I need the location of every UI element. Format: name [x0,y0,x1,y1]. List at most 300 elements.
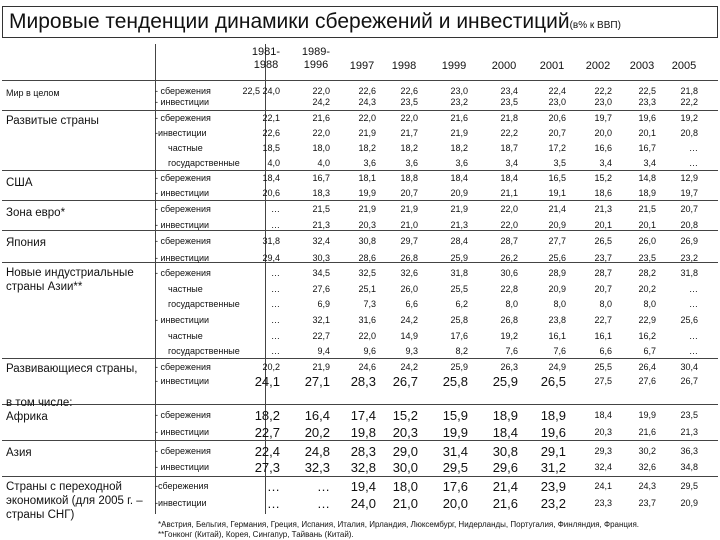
table-cell: 23,0 [548,97,566,107]
row-label: - инвестиции [155,427,210,437]
table-cell: 24,3 [358,97,376,107]
table-cell: 29,7 [400,236,418,246]
table-cell: 29,4 [262,253,280,263]
table-cell: 31,4 [442,444,468,459]
table-cell: 22,0 [500,204,518,214]
table-cell: 21,7 [400,128,418,138]
category-label: Страны с переходной экономикой (для 2005 г. – страны СНГ) [6,481,143,521]
table-cell: 21,9 [400,204,418,214]
table-cell: 20,6 [262,188,280,198]
table-cell: 18,0 [312,143,330,153]
table-cell: 28,3 [350,374,376,389]
row-label: государственные [168,299,240,309]
table-cell: … [689,143,698,153]
table-cell: 20,1 [638,128,656,138]
table-cell: … [317,496,330,511]
table-cell: 27,6 [638,376,656,386]
table-cell: 21,4 [492,479,518,494]
table-cell: 3,6 [405,158,418,168]
table-cell: 3,4 [599,158,612,168]
table-cell: 21,0 [400,220,418,230]
table-cell: 18,3 [312,188,330,198]
table-cell: 25,6 [680,315,698,325]
table-cell: 20,0 [594,128,612,138]
table-cell: 6,6 [599,346,612,356]
table-cell: … [267,496,280,511]
table-cell: 26,8 [400,253,418,263]
table-cell: 21,8 [500,113,518,123]
table-cell: 9,6 [363,346,376,356]
table-cell: 26,5 [594,236,612,246]
row-divider [2,476,718,477]
table-cell: 18,9 [638,188,656,198]
category-label: в том числе: [6,397,73,409]
table-cell: 22,0 [400,113,418,123]
table-cell: 20,2 [262,362,280,372]
table-cell: 18,2 [400,143,418,153]
table-cell: 20,2 [304,425,330,440]
row-label: - сбережения [155,86,211,96]
table-cell: 8,0 [643,299,656,309]
table-cell: 23,0 [450,86,468,96]
table-cell: 17,6 [442,479,468,494]
table-cell: 21,5 [638,204,656,214]
table-cell: 20,0 [442,496,468,511]
table-cell: 19,2 [500,331,518,341]
table-cell: 20,7 [400,188,418,198]
table-cell: 16,1 [548,331,566,341]
row-divider [2,170,718,171]
table-cell: 31,8 [450,268,468,278]
table-cell: 19,8 [350,425,376,440]
table-cell: 21,3 [594,204,612,214]
table-cell: 28,3 [350,444,376,459]
table-cell: 22,0 [312,86,330,96]
footnote-asia-nic: **Гонконг (Китай), Корея, Сингапур, Тайвань (Китай). [158,530,354,539]
table-cell: 29,3 [594,446,612,456]
table-cell: 24,2 [400,362,418,372]
table-cell: 22,2 [680,97,698,107]
category-label: Развивающиеся страны, [6,363,138,375]
table-cell: 19,2 [680,113,698,123]
table-cell: 34,8 [680,462,698,472]
table-cell: 12,9 [680,173,698,183]
table-cell: … [271,284,280,294]
column-header: 2003 [629,60,655,72]
table-cell: … [267,479,280,494]
table-cell: 20,2 [638,284,656,294]
table-cell: 20,9 [450,188,468,198]
table-cell: 30,6 [500,268,518,278]
table-cell: 18,2 [450,143,468,153]
table-cell: 23,2 [680,253,698,263]
table-cell: 6,6 [405,299,418,309]
category-label: Новые индустриальные страны Азии** [6,267,134,293]
table-cell: 23,5 [680,410,698,420]
table-cell: 22,6 [358,86,376,96]
row-label: -инвестиции [155,498,207,508]
table-cell: 20,9 [548,220,566,230]
row-divider [2,358,718,359]
table-cell: 24,0 [350,496,376,511]
table-cell: 27,1 [304,374,330,389]
table-cell: 29,5 [680,481,698,491]
table-cell: 3,4 [643,158,656,168]
category-label: Япония [6,237,46,249]
table-cell: 22,0 [358,113,376,123]
table-cell: 24,1 [254,374,280,389]
table-cell: 20,8 [680,128,698,138]
table-cell: 21,3 [312,220,330,230]
table-cell: 16,6 [594,143,612,153]
table-cell: 28,9 [548,268,566,278]
table-cell: 21,1 [500,188,518,198]
table-cell: 27,3 [254,460,280,475]
table-cell: 6,2 [455,299,468,309]
table-cell: 18,7 [500,143,518,153]
table-cell: 30,8 [492,444,518,459]
table-cell: 7,6 [505,346,518,356]
table-cell: 26,5 [540,374,566,389]
table-cell: 14,9 [400,331,418,341]
table-cell: 19,6 [540,425,566,440]
table-cell: 21,6 [492,496,518,511]
table-cell: 21,3 [680,427,698,437]
table-cell: 24,9 [548,362,566,372]
table-cell: 8,2 [455,346,468,356]
table-cell: 24,3 [638,481,656,491]
table-cell: 31,8 [680,268,698,278]
table-cell: 18,4 [262,173,280,183]
row-divider [2,200,718,201]
table-cell: 30,8 [358,236,376,246]
table-cell: 18,2 [358,143,376,153]
table-cell: 3,4 [505,158,518,168]
category-label: Азия [6,447,32,459]
table-cell: 32,4 [312,236,330,246]
table-cell: 34,5 [312,268,330,278]
table-cell: 28,4 [450,236,468,246]
row-label: - сбережения [155,410,211,420]
table-cell: 28,2 [638,268,656,278]
column-header: 2002 [585,60,611,72]
table-cell: 22,5 [638,86,656,96]
table-cell: 25,8 [450,315,468,325]
column-header: 1998 [391,60,417,72]
table-cell: 23,5 [638,253,656,263]
table-cell: 23,8 [548,315,566,325]
table-cell: 8,0 [553,299,566,309]
table-cell: 30,0 [392,460,418,475]
table-cell: … [689,299,698,309]
table-cell: 19,6 [638,113,656,123]
table-cell: 20,9 [548,284,566,294]
table-cell: 18,2 [254,408,280,423]
table-cell: 22,2 [500,128,518,138]
column-header: 1999 [441,60,467,72]
row-label: -сбережения [155,481,209,491]
table-cell: 20,8 [680,220,698,230]
table-cell: 23,5 [400,97,418,107]
table-cell: 27,7 [548,236,566,246]
table-cell: 14,8 [638,173,656,183]
table-cell: 3,5 [553,158,566,168]
table-cell: 25,1 [358,284,376,294]
table-cell: 23,3 [594,498,612,508]
table-cell: 15,9 [442,408,468,423]
table-cell: 21,4 [548,204,566,214]
table-cell: 16,7 [312,173,330,183]
row-label: - сбережения [155,268,211,278]
table-cell: 26,7 [392,374,418,389]
table-cell: 16,7 [638,143,656,153]
table-cell: 21,5 [312,204,330,214]
table-cell: 32,5 [358,268,376,278]
table-cell: 19,9 [442,425,468,440]
table-cell: 18,9 [492,408,518,423]
table-cell: 8,0 [505,299,518,309]
table-cell: … [317,479,330,494]
table-cell: 22,0 [358,331,376,341]
footnote-eurozone: *Австрия, Бельгия, Германия, Греция, Испания, Италия, Ирландия, Люксембург, Нидерланды, Португалия, Финляндия, Франция. [158,520,640,529]
table-cell: … [689,331,698,341]
table-cell: 25,6 [548,253,566,263]
column-header: 1989-1996 [301,46,331,71]
row-divider [2,440,718,441]
table-cell: 32,8 [350,460,376,475]
table-cell: 24,2 [400,315,418,325]
column-header: 2001 [539,60,565,72]
table-cell: 18,9 [540,408,566,423]
table-cell: 18,8 [400,173,418,183]
table-cell: … [271,268,280,278]
row-label: - инвестиции [155,188,210,198]
table-cell: 9,4 [317,346,330,356]
table-cell: 18,1 [358,173,376,183]
table-cell: 30,2 [638,446,656,456]
table-cell: 23,3 [638,97,656,107]
column-header: 2000 [491,60,517,72]
table-cell: 21,9 [450,204,468,214]
row-label: государственные [168,346,240,356]
table-cell: 21,3 [450,220,468,230]
table-cell: 23,7 [594,253,612,263]
row-label: - инвестиции [155,253,210,263]
table-cell: 25,9 [450,253,468,263]
table-cell: 29,6 [492,460,518,475]
table-cell: 24,2 [312,97,330,107]
table-cell: 16,2 [638,331,656,341]
table-cell: 17,6 [450,331,468,341]
table-cell: 30,3 [312,253,330,263]
table-cell: 23,9 [540,479,566,494]
table-cell: 21,9 [312,362,330,372]
table-cell: 23,5 [500,97,518,107]
table-cell: 22,9 [638,315,656,325]
table-cell: 29,1 [540,444,566,459]
table-cell: 25,9 [492,374,518,389]
row-label: - сбережения [155,113,211,123]
row-label: - сбережения [155,362,211,372]
table-cell: 18,4 [492,425,518,440]
table-cell: 31,2 [540,460,566,475]
table-cell: … [689,284,698,294]
row-label: частные [168,143,203,153]
column-header: 1981-1988 [251,46,281,71]
table-cell: 31,8 [262,236,280,246]
table-cell: 22,6 [262,128,280,138]
table-cell: 23,7 [638,498,656,508]
table-cell: 21,6 [312,113,330,123]
table-cell: 23,4 [500,86,518,96]
table-cell: … [271,315,280,325]
table-cell: 29,5 [442,460,468,475]
table-cell: 22,1 [262,113,280,123]
table-cell: 20,3 [594,427,612,437]
table-cell: 23,0 [594,97,612,107]
table-cell: 22,5 24,0 [242,86,280,96]
table-cell: 26,0 [400,284,418,294]
table-cell: 4,0 [267,158,280,168]
table-cell: 18,5 [262,143,280,153]
row-label: - инвестиции [155,315,210,325]
table-cell: 20,7 [680,204,698,214]
table-cell: 8,0 [599,299,612,309]
table-cell: 4,0 [317,158,330,168]
table-cell: 21,6 [638,427,656,437]
table-cell: 20,7 [594,284,612,294]
table-cell: 24,6 [358,362,376,372]
table-cell: 20,1 [594,220,612,230]
category-label: Зона евро* [6,207,66,219]
table-cell: 3,6 [363,158,376,168]
category-label: Мир в целом [6,88,60,98]
column-header: 2005 [671,60,697,72]
page-title-units: (в% к ВВП) [569,20,621,31]
table-cell: … [271,346,280,356]
table-cell: 26,4 [638,362,656,372]
table-cell: 6,7 [643,346,656,356]
table-cell: 22,2 [594,86,612,96]
row-label: - инвестиции [155,220,210,230]
table-cell: 3,6 [455,158,468,168]
table-cell: 18,4 [450,173,468,183]
row-label: -инвестиции [155,128,207,138]
table-cell: 26,7 [680,376,698,386]
table-cell: 23,2 [450,97,468,107]
row-label: - инвестиции [155,462,210,472]
table-cell: 16,5 [548,173,566,183]
table-cell: 17,2 [548,143,566,153]
row-label: - сбережения [155,204,211,214]
row-label: государственные [168,158,240,168]
table-cell: 24,8 [304,444,330,459]
table-cell: 20,3 [358,220,376,230]
row-divider [2,80,718,81]
category-label: Развитые страны [6,115,99,127]
table-cell: 27,5 [594,376,612,386]
table-cell: 20,9 [680,498,698,508]
table-cell: 27,6 [312,284,330,294]
page-title-box [2,6,718,38]
table-cell: 26,8 [500,315,518,325]
table-cell: 21,8 [680,86,698,96]
table-cell: 21,6 [450,113,468,123]
table-cell: 22,0 [312,128,330,138]
table-cell: 32,6 [638,462,656,472]
table-cell: 22,7 [254,425,280,440]
table-cell: 20,6 [548,113,566,123]
table-cell: 17,4 [350,408,376,423]
table-cell: 7,3 [363,299,376,309]
table-cell: … [689,158,698,168]
page-title: Мировые тенденции динамики сбережений и инвестиций [9,10,570,33]
table-cell: 22,4 [254,444,280,459]
table-cell: 20,3 [392,425,418,440]
row-label: - сбережения [155,173,211,183]
table-cell: … [271,331,280,341]
table-cell: 22,0 [500,220,518,230]
table-cell: 26,2 [500,253,518,263]
category-label: США [6,177,33,189]
table-cell: 32,6 [400,268,418,278]
table-cell: 19,4 [350,479,376,494]
table-cell: 32,4 [594,462,612,472]
table-cell: 16,4 [304,408,330,423]
table-cell: 21,9 [358,204,376,214]
row-label: частные [168,284,203,294]
table-cell: 23,2 [540,496,566,511]
table-cell: 28,7 [500,236,518,246]
table-cell: 36,3 [680,446,698,456]
table-cell: 28,7 [594,268,612,278]
category-label: Африка [6,411,48,423]
row-label: - инвестиции [155,376,210,386]
table-cell: 32,3 [304,460,330,475]
table-cell: … [689,346,698,356]
table-cell: 19,7 [680,188,698,198]
table-cell: 18,0 [392,479,418,494]
table-cell: 20,7 [548,128,566,138]
table-cell: 6,9 [317,299,330,309]
table-cell: 9,3 [405,346,418,356]
table-cell: 26,3 [500,362,518,372]
table-cell: 26,0 [638,236,656,246]
column-header: 1997 [349,60,375,72]
table-cell: 22,8 [500,284,518,294]
table-cell: 25,5 [450,284,468,294]
table-cell: 19,9 [638,410,656,420]
table-cell: 19,9 [358,188,376,198]
table-cell: 19,1 [548,188,566,198]
table-cell: 28,6 [358,253,376,263]
table-cell: … [271,204,280,214]
table-cell: 24,1 [594,481,612,491]
row-divider [2,110,718,111]
row-label: - сбережения [155,236,211,246]
table-cell: 16,1 [594,331,612,341]
row-label: - инвестиции [155,97,210,107]
table-cell: 31,6 [358,315,376,325]
table-cell: … [271,299,280,309]
table-cell: 20,1 [638,220,656,230]
table-cell: 15,2 [392,408,418,423]
table-cell: 21,9 [450,128,468,138]
row-label: частные [168,331,203,341]
table-cell: 18,4 [594,410,612,420]
table-cell: 25,9 [450,362,468,372]
table-cell: 22,6 [400,86,418,96]
